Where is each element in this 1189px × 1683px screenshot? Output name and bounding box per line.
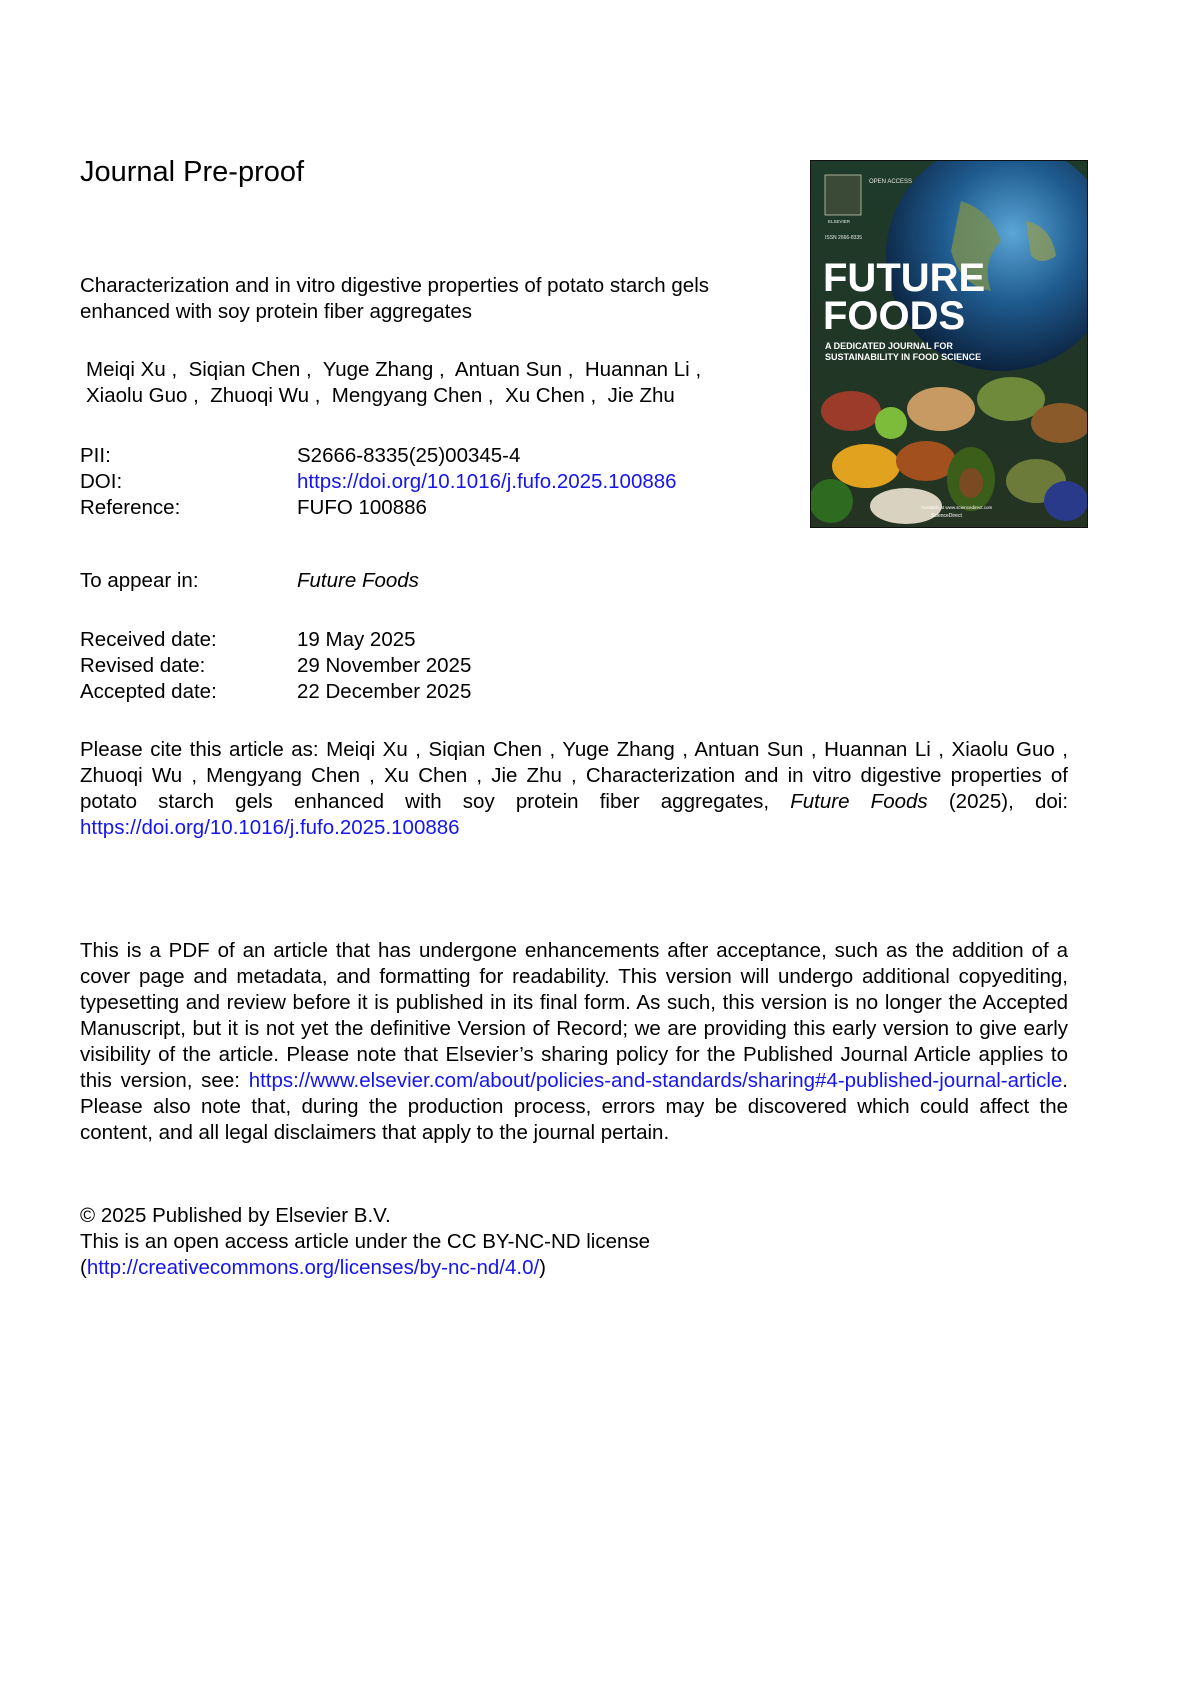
doi-label: DOI: (80, 470, 123, 493)
reference-label: Reference: (80, 496, 181, 519)
paren-close: ) (539, 1256, 546, 1279)
disclaimer-paragraph (80, 938, 1068, 1146)
cover-available: Available at www.sciencedirect.com (921, 505, 993, 510)
cite-title: Characterization and in vitro digestive properties of potato starch gels enhanced with soy protein fiber aggregates, (80, 764, 1068, 813)
cover-title-future: FUTURE (823, 256, 986, 300)
cover-issn: ISSN 2666-8335 (825, 235, 862, 241)
author: Huannan Li (584, 358, 690, 381)
cite-journal: Future Foods (790, 790, 928, 813)
author: Siqian Chen (188, 358, 301, 381)
cover-title-foods: FOODS (823, 294, 966, 338)
cover-publisher: ELSEVIER (828, 219, 851, 224)
author: Yuge Zhang (322, 358, 434, 381)
author: Xiaolu Guo (86, 384, 188, 407)
author: Meiqi Xu (86, 358, 166, 381)
cover-tagline-1: A DEDICATED JOURNAL FOR (825, 341, 953, 351)
reference-value: FUFO 100886 (297, 496, 427, 519)
article-title: Characterization and in vitro digestive properties of potato starch gels enhanced with soy protein fiber aggregates (80, 274, 710, 323)
copyright-block (80, 1203, 650, 1281)
cite-intro: Please cite this article as: (80, 738, 319, 761)
author-list (86, 357, 786, 409)
author-line-1: Meiqi Xu , Siqian Chen , Yuge Zhang , Antuan Sun , Huannan Li , (86, 358, 702, 381)
pii-value: S2666-8335(25)00345-4 (297, 444, 521, 467)
cover-tagline-2: SUSTAINABILITY IN FOOD SCIENCE (825, 352, 982, 362)
cover-sciencedirect: ScienceDirect (931, 513, 962, 519)
accepted-date: 22 December 2025 (297, 680, 472, 703)
cover-artwork (811, 161, 1087, 527)
cover-open-access: OPEN ACCESS (869, 179, 913, 185)
copyright-line (80, 1203, 650, 1229)
copyright-icon: © (80, 1204, 96, 1227)
author: Jie Zhu (607, 384, 675, 407)
cite-authors: Meiqi Xu , Siqian Chen , Yuge Zhang , Antuan Sun , Huannan Li , Xiaolu Guo , Zhuoqi Wu , Mengyang Chen , Xu Chen , Jie Zhu , (80, 738, 1068, 787)
author: Xu Chen (505, 384, 585, 407)
license-url-line (80, 1255, 650, 1281)
paren-open: ( (80, 1256, 87, 1279)
disclaimer-text: This is a PDF of an article that has undergone enhancements after acceptance, such as the addition of a cover page and metadata, and formatting for readability. This version will undergo additional copyediting, typesetting and review before it is published in its final form. As such, this version is no longer the Accepted Manuscript, but it is not yet the definitive Version of Record; we are providing this early version to give early visibility of the article. Please note that Elsevier’s sharing policy for the Published Journal Article applies to this version, see: (80, 939, 1068, 1092)
disclaimer-text-end: . Please also note that, during the production process, errors may be discovered which could affect the content, and all legal disclaimers that apply to the journal pertain. (80, 1069, 1068, 1144)
received-date: 19 May 2025 (297, 628, 416, 651)
appear-label: To appear in: (80, 569, 199, 592)
pii-label: PII: (80, 444, 111, 467)
cite-doi-link[interactable]: https://doi.org/10.1016/j.fufo.2025.100886 (80, 816, 460, 839)
license-text: This is an open access article under the CC BY-NC-ND license (80, 1230, 651, 1253)
copyright-text: 2025 Published by Elsevier B.V. (100, 1204, 391, 1227)
license-link[interactable]: http://creativecommons.org/licenses/by-nc-nd/4.0/ (86, 1256, 540, 1279)
journal-cover-image (810, 160, 1088, 528)
journal-preproof-header: Journal Pre-proof (80, 156, 305, 188)
doi-link[interactable]: https://doi.org/10.1016/j.fufo.2025.100886 (297, 470, 677, 493)
author: Zhuoqi Wu (210, 384, 309, 407)
author: Mengyang Chen (331, 384, 483, 407)
author-line-2: Xiaolu Guo , Zhuoqi Wu , Mengyang Chen , Xu Chen , Jie Zhu (86, 384, 675, 407)
elsevier-logo-icon (825, 175, 861, 215)
received-label: Received date: (80, 628, 217, 651)
sharing-policy-link[interactable]: https://www.elsevier.com/about/policies-and-standards/sharing#4-published-journal-article (248, 1069, 1063, 1092)
accepted-label: Accepted date: (80, 680, 217, 703)
appear-journal: Future Foods (297, 569, 419, 592)
revised-label: Revised date: (80, 654, 206, 677)
cite-year: (2025), doi: (948, 790, 1069, 813)
author: Antuan Sun (454, 358, 563, 381)
revised-date: 29 November 2025 (297, 654, 472, 677)
citation-paragraph (80, 737, 1068, 841)
